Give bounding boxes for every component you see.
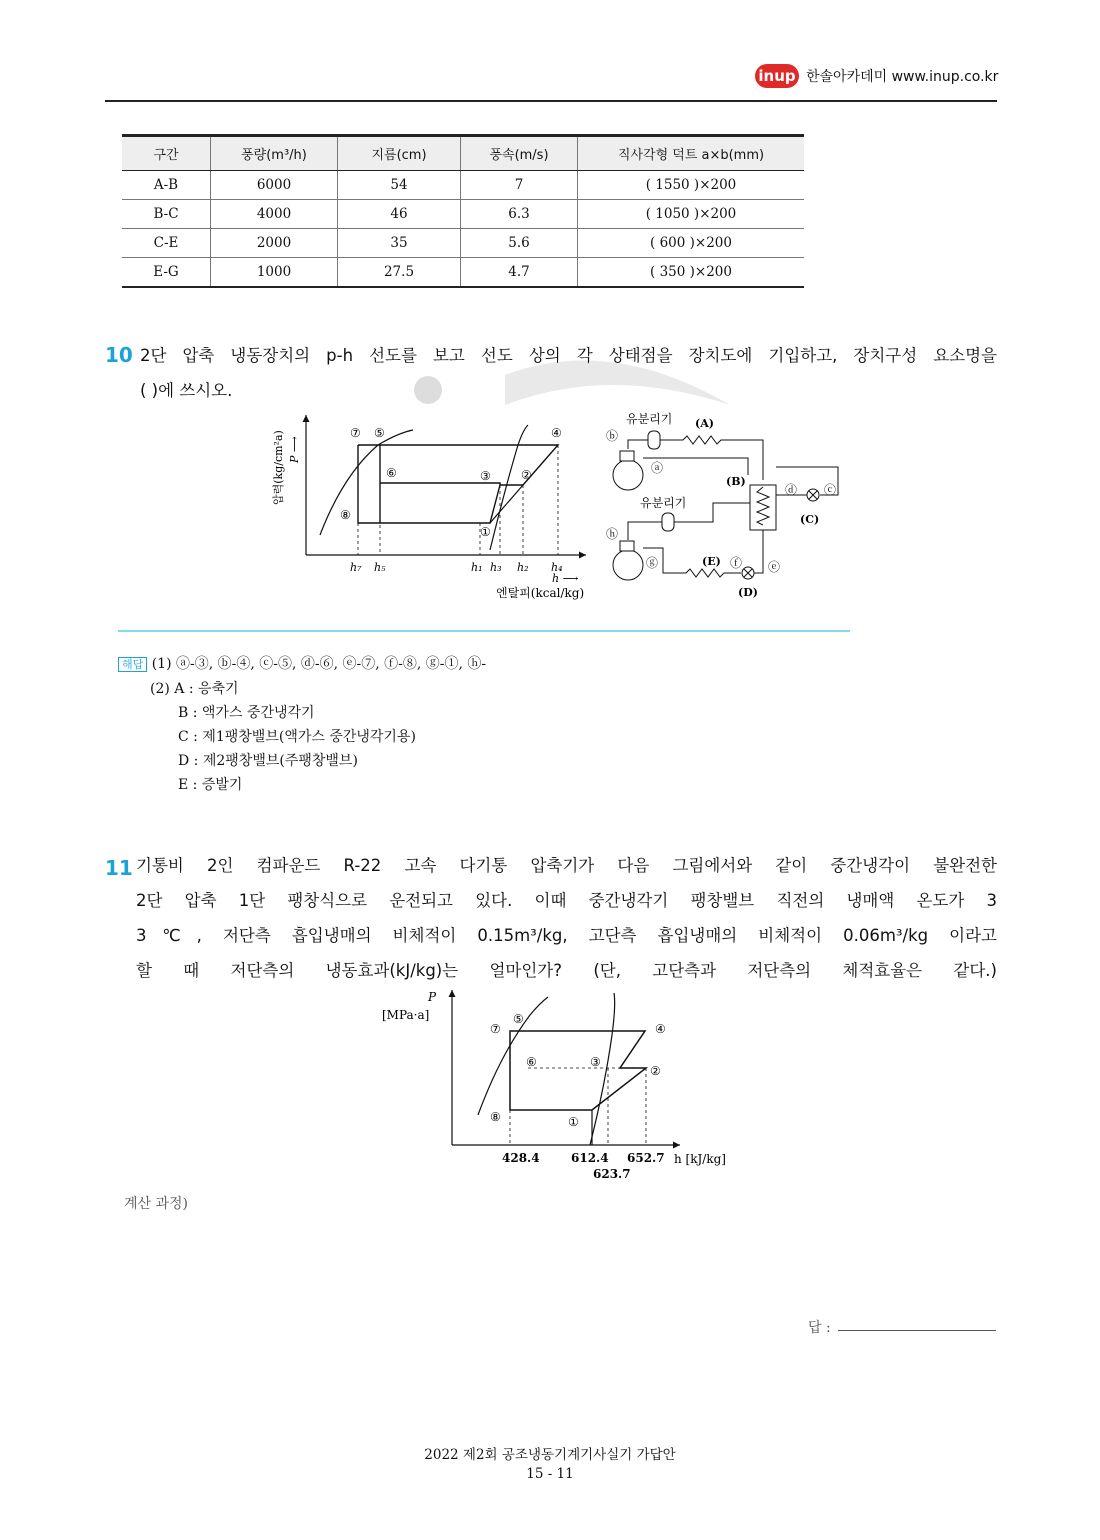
inup-logo: inup (755, 64, 799, 88)
q11-line3: 3℃, 저단측 흡입냉매의 비체적이 0.15m³/kg, 고단측 흡입냉매의 비체적이 0.06m³/kg 이라고 (136, 926, 997, 945)
table-cell: ( 1550 )×200 (578, 171, 805, 200)
q10-device-diagram (598, 405, 858, 605)
answer-line2: (2) A : 응축기 (150, 681, 239, 697)
footer-title: 2022 제2회 공조냉동기계기사실기 가답안 (424, 1447, 676, 1463)
table-row (122, 200, 804, 229)
answer-line1: (1) ⓐ-③, ⓑ-④, ⓒ-⑤, ⓓ-⑥, ⓔ-⑦, ⓕ-⑧, ⓖ-①, ⓗ- (151, 656, 487, 672)
q11-line2: 2단 압축 1단 팽창식으로 운전되고 있다. 이때 중간냉각기 팽창밸브 직전의 냉매액 온도가 3 (136, 891, 997, 910)
table-cell: 54 (338, 171, 461, 200)
point-b: ⓑ (606, 429, 619, 443)
q11-ph-diagram (380, 985, 740, 1185)
tick-h1: h₁ (471, 561, 483, 574)
q11-point-1: ① (568, 1115, 579, 1129)
table-cell: 5.6 (461, 229, 578, 258)
label-C: (C) (800, 513, 820, 526)
ph-xlabel: 엔탈피(kcal/kg) (496, 586, 585, 600)
ph-p-arrow: P ⟶ (288, 436, 301, 463)
q11-point-4: ④ (655, 1022, 666, 1036)
answer-line6: E : 증발기 (178, 777, 243, 793)
q11-ylabel: P (428, 990, 437, 1004)
table-cell: 46 (338, 200, 461, 229)
ph-point-2: ② (521, 468, 532, 482)
tick-h4: h₄ (551, 561, 563, 574)
table-cell: A-B (122, 171, 211, 200)
ph-point-3: ③ (480, 469, 491, 483)
q11-point-3: ③ (590, 1055, 601, 1069)
point-c: ⓒ (824, 483, 837, 497)
col-header: 풍속(m/s) (461, 136, 578, 171)
table-cell: 4000 (211, 200, 338, 229)
table-cell: 35 (338, 229, 461, 258)
dashed-guides (358, 445, 558, 555)
tick-h7: h₇ (350, 561, 362, 574)
q10-ph-diagram (268, 405, 598, 605)
label-A: (A) (695, 417, 714, 430)
table-cell: 4.7 (461, 258, 578, 288)
table-cell: 2000 (211, 229, 338, 258)
cycle-lines (358, 445, 558, 523)
table-cell: ( 1050 )×200 (578, 200, 805, 229)
ph-point-4: ④ (551, 426, 562, 440)
q11-point-7: ⑦ (490, 1022, 501, 1036)
table-cell: ( 600 )×200 (578, 229, 805, 258)
q10-answer (118, 652, 486, 797)
table-cell: 27.5 (338, 258, 461, 288)
col-header: 풍량(m³/h) (211, 136, 338, 171)
question-number-11: 11 (105, 856, 133, 880)
question-number-10: 10 (105, 343, 133, 367)
point-f: ⓕ (730, 556, 743, 570)
oil-separator-1-label: 유분리기 (626, 412, 673, 426)
oil-separator-2 (662, 513, 674, 531)
q11-point-6: ⑥ (526, 1055, 537, 1069)
q11-point-5: ⑤ (513, 1012, 524, 1026)
q10-text-line1: 2단 압축 냉동장치의 p-h 선도를 보고 선도 상의 각 상태점을 장치도에 기입하고, 장치구성 요소명을 (140, 346, 997, 365)
table-cell: B-C (122, 200, 211, 229)
q10-text-line2: ( )에 쓰시오. (140, 381, 233, 400)
tick-652-7: 652.7 (627, 1151, 665, 1165)
tick-h2: h₂ (517, 561, 529, 574)
high-stage-compressor-icon (613, 460, 643, 490)
oil-separator-2-label: 유분리기 (640, 496, 687, 510)
tick-h5: h₅ (374, 561, 386, 574)
q11-line1: 기통비 2인 컴파운드 R-22 고속 다기통 압축기가 다음 그림에서와 같이 중간냉각이 불완전한 (136, 856, 997, 875)
q11-point-8: ⑧ (490, 1110, 501, 1124)
tick-623-7: 623.7 (593, 1167, 631, 1181)
ph-point-8: ⑧ (340, 508, 351, 522)
table-cell: C-E (122, 229, 211, 258)
brand-text: 한솔아카데미 www.inup.co.kr (806, 69, 999, 85)
sat-vapor-line (490, 425, 528, 550)
header-rule (105, 100, 997, 102)
duct-table (122, 134, 804, 288)
table-row (122, 258, 804, 288)
table-row (122, 229, 804, 258)
tick-h3: h₃ (490, 561, 502, 574)
answer-badge: 해답 (118, 657, 147, 672)
cycle-lines (510, 1031, 646, 1110)
table-cell: 1000 (211, 258, 338, 288)
answer-divider (118, 630, 850, 632)
answer-label: 답 : (808, 1320, 831, 1336)
answer-line4: C : 제1팽창밸브(액가스 중간냉각기용) (178, 729, 416, 745)
q11-xlabel: h [kJ/kg] (674, 1152, 726, 1166)
answer-line5: D : 제2팽창밸브(주팽창밸브) (178, 753, 358, 769)
q11-line4: 할 때 저단측의 냉동효과(kJ/kg)는 얼마인가? (단, 고단측과 저단측의 체적효율은 같다.) (136, 961, 997, 980)
label-E: (E) (702, 555, 721, 568)
tick-612-4: 612.4 (571, 1151, 609, 1165)
table-cell: 6000 (211, 171, 338, 200)
point-h: ⓗ (606, 527, 619, 541)
label-D: (D) (738, 586, 758, 599)
table-cell: 6.3 (461, 200, 578, 229)
table-header-row (122, 136, 804, 171)
ph-point-1: ① (480, 525, 491, 539)
point-g: ⓖ (646, 556, 659, 570)
sat-vapor-line (590, 993, 615, 1145)
point-e: ⓔ (768, 560, 781, 574)
oil-separator-1 (648, 431, 660, 449)
label-B: (B) (726, 475, 746, 488)
table-cell: 7 (461, 171, 578, 200)
point-d: ⓓ (785, 483, 798, 497)
dashed-guides (510, 1068, 646, 1145)
calc-process-label: 계산 과정) (124, 1196, 189, 1212)
table-row (122, 171, 804, 200)
footer-page-number: 15 - 11 (526, 1466, 574, 1482)
ph-point-5: ⑤ (374, 426, 385, 440)
ph-h-arrow: h ⟶ (552, 572, 579, 585)
table-cell: E-G (122, 258, 211, 288)
table-cell: ( 350 )×200 (578, 258, 805, 288)
col-header: 지름(cm) (338, 136, 461, 171)
col-header: 구간 (122, 136, 211, 171)
q11-point-2: ② (650, 1064, 661, 1078)
tick-428-4: 428.4 (502, 1151, 540, 1165)
q11-yunit: [MPa·a] (382, 1008, 430, 1022)
answer-input-line[interactable] (838, 1330, 996, 1331)
low-stage-compressor-icon (613, 550, 643, 580)
col-header: 직사각형 덕트 a×b(mm) (578, 136, 805, 171)
point-a: ⓐ (651, 461, 664, 475)
ph-ylabel: 압력(kg/cm²a) (272, 430, 285, 505)
intercooler (750, 485, 776, 530)
ph-point-6: ⑥ (386, 466, 397, 480)
ph-point-7: ⑦ (350, 426, 361, 440)
answer-line3: B : 액가스 중간냉각기 (178, 705, 315, 721)
